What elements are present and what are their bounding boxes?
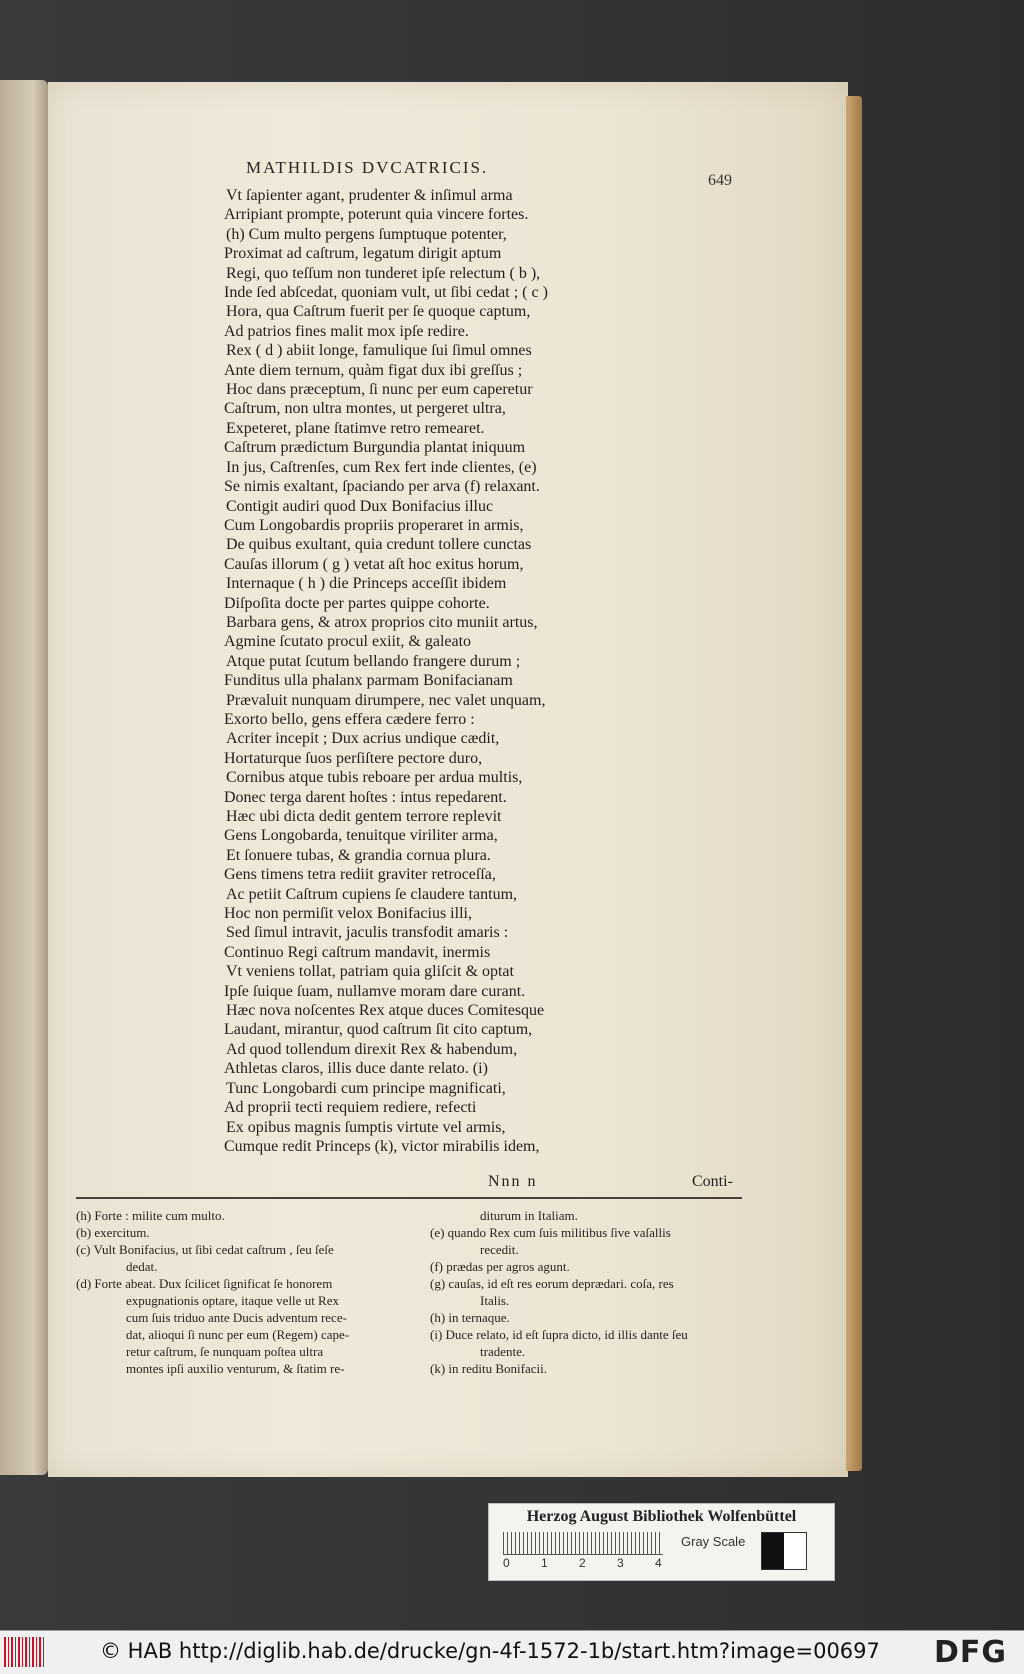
verse-line: Barbara gens, & atrox proprios cito muniit artus,: [226, 613, 538, 631]
verse-line: (h) Cum multo pergens ſumptuque potenter,: [226, 225, 507, 243]
verse-line: Hoc non permiſit velox Bonifacius illi,: [224, 905, 472, 923]
footnote-line: dat, alioqui ſi nunc per eum (Regem) cape-: [126, 1327, 350, 1342]
verse-line: Sed ſimul intravit, jaculis transfodit amaris :: [226, 924, 509, 942]
verse-line: Ac petiit Caſtrum cupiens ſe claudere tantum,: [226, 885, 518, 903]
footnote-line: (d) Forte abeat. Dux ſcilicet ſignificat ſe honorem: [76, 1276, 333, 1291]
footnote: [430, 1326, 750, 1360]
verse-line: Se nimis exaltant, ſpaciando per arva (f) relaxant.: [224, 478, 540, 496]
catchword: Conti-: [692, 1173, 733, 1190]
footnote-line: retur caſtrum, ſe nunquam poſtea ultra: [126, 1344, 324, 1359]
verse-line: Hortaturque ſuos perſiſtere pectore duro,: [224, 749, 483, 767]
library-name: Herzog August Bibliothek Wolfenbüttel: [526, 1508, 797, 1525]
scale-ruler: [503, 1532, 663, 1555]
footnote: [76, 1224, 396, 1241]
verse-line: Cauſas illorum ( g ) vetat aſt hoc exitus horum,: [224, 555, 524, 573]
verse-line: Cornibus atque tubis reboare per ardua multis,: [226, 769, 523, 787]
footnote-line: recedit.: [480, 1242, 519, 1257]
verse-line: Cumque redit Princeps (k), victor mirabilis idem,: [224, 1137, 540, 1155]
verse-line: Tunc Longobardi cum principe magnificati,: [226, 1079, 506, 1097]
footnote-line: montes ipſi auxilio venturum, & ſtatim re-: [126, 1361, 345, 1376]
verse-line: Continuo Regi caſtrum mandavit, inermis: [224, 943, 491, 961]
footnote-line: expugnationis optare, itaque velle ut Rex: [126, 1293, 339, 1308]
footnote-line: (e) quando Rex cum ſuis militibus ſive vaſallis: [430, 1225, 671, 1240]
verse-line: Vt veniens tollat, patriam quia gliſcit & optat: [226, 963, 514, 981]
verse-line: Gens Longobarda, tenuitque viriliter arma,: [224, 827, 498, 845]
scale-tick-label: 1: [541, 1556, 548, 1570]
scale-tick-label: 3: [617, 1556, 624, 1570]
footnote-line: diturum in Italiam.: [480, 1208, 578, 1223]
footnote-line: dedat.: [126, 1259, 158, 1274]
footnotes-right: [430, 1207, 750, 1377]
verse-line: Donec terga darent hoſtes : intus repedarent.: [224, 788, 507, 806]
scale-tick-label: 0: [503, 1556, 510, 1570]
signature-mark: Nnn n: [488, 1173, 538, 1190]
verse-line: Atque putat ſcutum bellando frangere durum ;: [226, 652, 521, 670]
footnote: [430, 1224, 750, 1258]
footnote: [430, 1309, 750, 1326]
footnote-line: (k) in reditu Bonifacii.: [430, 1361, 547, 1376]
footnote: [76, 1241, 396, 1275]
gray-scale-swatch: [761, 1532, 807, 1570]
verse-line: De quibus exultant, quia credunt tollere cunctas: [226, 536, 532, 554]
verse-line: Agmine ſcutato procul exiit, & galeato: [224, 633, 472, 651]
viewer-footer: [0, 1630, 1024, 1674]
verse-line: Internaque ( h ) die Princeps acceſſit ibidem: [226, 575, 507, 593]
verse-line: Hoc dans præceptum, ſi nunc per eum caperetur: [226, 381, 533, 399]
verse-line: Funditus ulla phalanx parmam Bonifacianam: [224, 672, 513, 690]
verse-line: Ad proprii tecti requiem rediere, refecti: [224, 1099, 477, 1117]
footnote-line: (h) in ternaque.: [430, 1310, 510, 1325]
page-fore-edge: [846, 96, 862, 1471]
footnote-line: tradente.: [480, 1344, 526, 1359]
running-head: MATHILDIS DVCATRICIS.: [246, 158, 489, 177]
verse-line: Expeteret, plane ſtatimve retro remearet.: [226, 419, 485, 437]
verse-block: [224, 186, 644, 1156]
footnote: [430, 1258, 750, 1275]
footnote: [430, 1207, 750, 1224]
dfg-logo: DFG: [934, 1635, 1008, 1670]
scale-tick-label: 4: [655, 1556, 662, 1570]
footnote-line: cum ſuis triduo ante Ducis adventum rece-: [126, 1310, 347, 1325]
hab-logo-icon: [4, 1637, 46, 1667]
verse-line: Arripiant prompte, poterunt quia vincere fortes.: [224, 206, 529, 224]
scale-ticks: [503, 1556, 683, 1574]
footnote-line: (f) prædas per agros agunt.: [430, 1259, 570, 1274]
verse-line: Ante diem ternum, quàm figat dux ibi greſſus ;: [224, 361, 523, 379]
verse-line: Ad patrios fines malit mox ipſe redire.: [224, 322, 469, 340]
verse-line: Hæc nova noſcentes Rex atque duces Comitesque: [226, 1002, 545, 1020]
verse-line: Cum Longobardis propriis properaret in armis,: [224, 516, 524, 534]
verse-line: In jus, Caſtrenſes, cum Rex fert inde clientes, (e): [226, 458, 537, 476]
verse-line: Vt ſapienter agant, prudenter & inſimul arma: [226, 187, 513, 204]
footnote: [430, 1360, 750, 1377]
verse-line: Gens timens tetra rediit graviter retroceſſa,: [224, 866, 496, 884]
footnotes-left: [76, 1207, 396, 1377]
verse-line: Inde ſed abſcedat, quoniam vult, ut ſibi cedat ; ( c ): [224, 284, 548, 302]
footnote-line: (b) exercitum.: [76, 1225, 150, 1240]
page-number: 649: [708, 172, 732, 189]
footnote-line: (h) Forte : milite cum multo.: [76, 1208, 225, 1223]
scale-tick-label: 2: [579, 1556, 586, 1570]
verse-line: Hora, qua Caſtrum fuerit per ſe quoque captum,: [226, 303, 531, 321]
footnote: [430, 1275, 750, 1309]
verse-line: Exorto bello, gens effera cædere ferro :: [224, 710, 475, 728]
verse-line: Ex opibus magnis ſumptis virtute vel armis,: [226, 1118, 506, 1136]
footnote: [76, 1207, 396, 1224]
footnote-line: (g) cauſas, id eſt res eorum deprædari. coſa, res: [430, 1276, 674, 1291]
verse-line: Ad quod tollendum direxit Rex & habendum,: [226, 1040, 518, 1058]
verse-line: Regi, quo teſſum non tunderet ipſe relectum ( b ),: [226, 264, 541, 282]
left-page-edge: [0, 80, 48, 1475]
footnote-line: (c) Vult Bonifacius, ut ſibi cedat caſtrum , ſeu ſeſe: [76, 1242, 334, 1257]
footer-url[interactable]: © HAB http://diglib.hab.de/drucke/gn-4f-1572-1b/start.htm?image=00697: [100, 1639, 880, 1663]
footnote: [76, 1275, 396, 1377]
verse-line: Prævaluit nunquam dirumpere, nec valet unquam,: [226, 691, 546, 709]
verse-line: Contigit audiri quod Dux Bonifacius illuc: [226, 497, 494, 515]
verse-line: Proximat ad caſtrum, legatum dirigit aptum: [224, 245, 502, 263]
footnote-line: (i) Duce relato, id eſt ſupra dicto, id illis dante ſeu: [430, 1327, 688, 1342]
verse-line: Ipſe ſuique ſuam, nullamve moram dare curant.: [224, 982, 526, 1000]
verse-line: Et ſonuere tubas, & grandia cornua plura.: [226, 846, 491, 864]
verse-line: Hæc ubi dicta dedit gentem terrore replevit: [226, 808, 502, 825]
verse-line: Athletas claros, illis duce dante relato. (i): [224, 1060, 488, 1078]
verse-line: Laudant, mirantur, quod caſtrum ſit cito captum,: [224, 1021, 533, 1039]
verse-line: Acriter incepit ; Dux acrius undique cædit,: [226, 730, 500, 748]
verse-line: Diſpoſita docte per partes quippe cohorte.: [224, 594, 490, 612]
verse-line: Caſtrum, non ultra montes, ut pergeret ultra,: [224, 400, 506, 418]
verse-line: Caſtrum prædictum Burgundia plantat iniquum: [224, 439, 526, 457]
footnote-line: Italis.: [480, 1293, 510, 1308]
gray-scale-label: Gray Scale: [681, 1534, 746, 1549]
verse-line: Rex ( d ) abiit longe, famulique ſui ſimul omnes: [226, 342, 532, 360]
library-color-card: [488, 1503, 835, 1581]
footnote-rule: [76, 1197, 742, 1199]
